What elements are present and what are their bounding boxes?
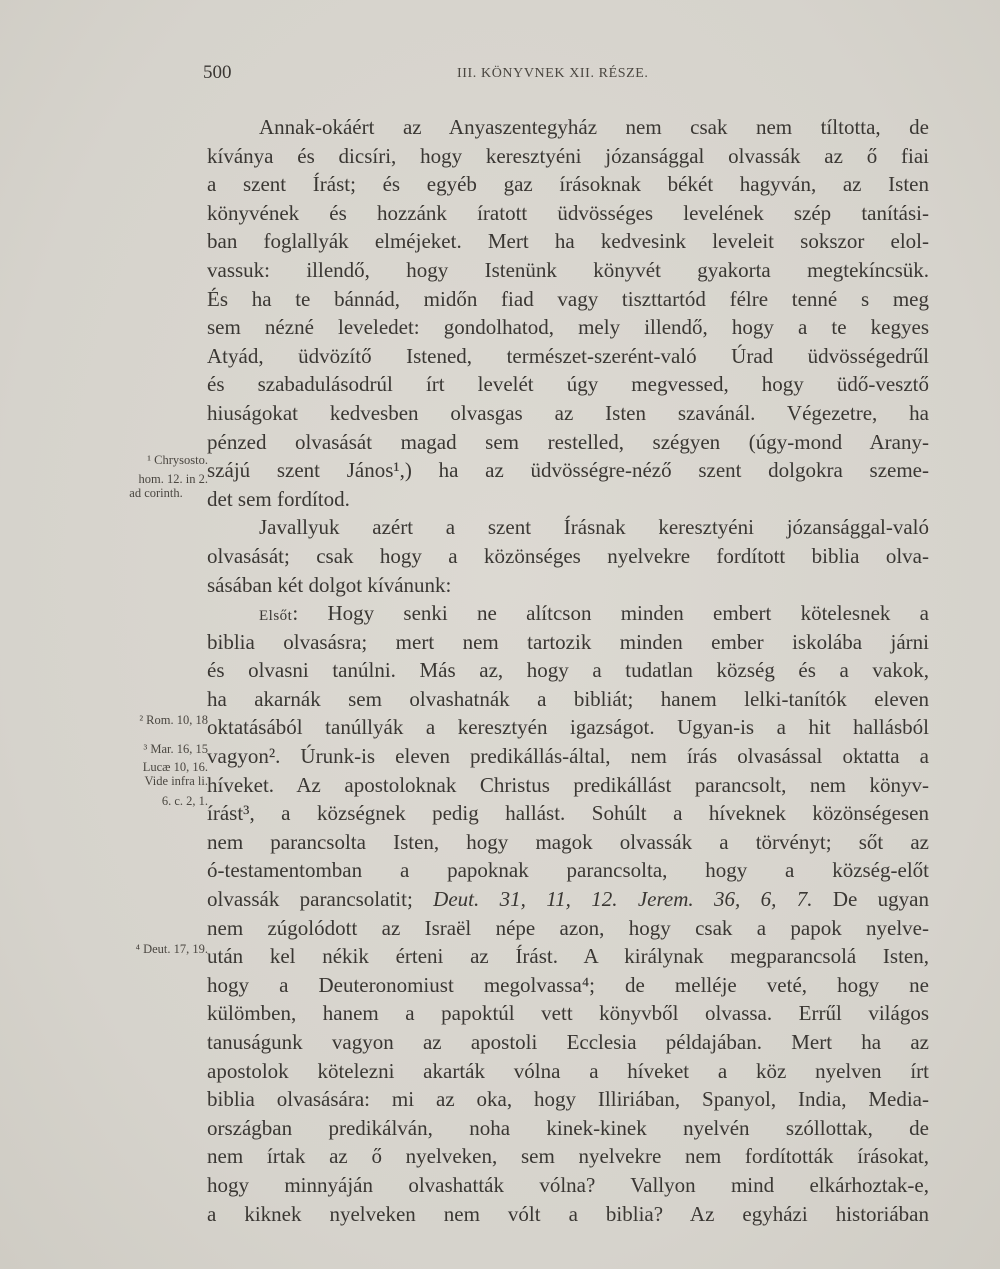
text-line: [207, 256, 929, 285]
line-text: után kel nékik érteni az Írást. A királynak megparancsolá Isten,: [207, 944, 929, 969]
text-line: [207, 1171, 929, 1200]
margin-note-line: ³ Mar. 16, 15: [143, 742, 208, 756]
text-line: [207, 142, 929, 171]
line-text: pénzed olvasását magad sem restelled, szégyen (úgy-mond Arany-: [207, 429, 929, 454]
line-text: hogy a Deuteronomiust megolvassa⁴; de melléje veté, hogy ne: [207, 972, 929, 997]
text-line: [207, 342, 929, 371]
text-line: [207, 485, 929, 514]
page-number: 500: [203, 62, 232, 83]
line-text: : Hogy senki ne alítcson minden embert kötelesnek a: [292, 601, 929, 626]
line-text: nem írtak az ő nyelveken, sem nyelvekre nem fordították írásokat,: [207, 1144, 929, 1169]
text-line: [207, 542, 929, 571]
line-text: ó-testamentomban a papoknak parancsolta, hogy a község-előt: [207, 858, 929, 883]
line-text: És ha te bánnád, midőn fiad vagy tiszttartód félre tenné s meg: [207, 286, 929, 311]
margin-note-line: ¹ Chrysosto.: [147, 453, 208, 467]
line-text: könyvének és hozzánk íratott üdvösséges levelének szép tanítási-: [207, 200, 929, 225]
line-text: sem nézné leveledet: gondolhatod, mely illendő, hogy a te kegyes: [207, 315, 929, 340]
line-text: olvasását; csak hogy a közönséges nyelvekre fordított biblia olva-: [207, 543, 929, 568]
line-text: a szent Írást; és egyéb gaz írásoknak békét hagyván, az Isten: [207, 172, 929, 197]
text-line: [207, 428, 929, 457]
text-line: [207, 799, 929, 828]
margin-note-mar: [104, 742, 208, 808]
line-text: apostolok kötelezni akarták vólna a híveket a köz nyelven írt: [207, 1058, 929, 1083]
line-text-after: De ugyan: [812, 887, 929, 912]
line-text: Javallyuk azért a szent Írásnak keresztyéni józansággal-való: [259, 515, 929, 540]
line-text: ha akarnák sem olvashatnák a bibliát; hanem lelki-tanítók eleven: [207, 686, 929, 711]
line-text: biblia olvasására: mi az oka, hogy Illiriában, Spanyol, India, Media-: [207, 1087, 929, 1112]
line-text: külömben, hanem a papoktúl vett könyvből olvassa. Errűl világos: [207, 1001, 929, 1026]
running-head: III. KÖNYVNEK XII. RÉSZE.: [457, 66, 649, 81]
line-text: és szabadulásodrúl írt levelét úgy megvessed, hogy üdő-vesztő: [207, 372, 929, 397]
text-line: [207, 713, 929, 742]
text-line: [207, 1085, 929, 1114]
text-line: [207, 456, 929, 485]
text-line: [207, 971, 929, 1000]
text-line: [207, 1028, 929, 1057]
page-header: [203, 62, 723, 92]
line-text: és olvasni tanúlni. Más az, hogy a tudatlan község és a vakok,: [207, 658, 929, 683]
line-text: det sem fordítod.: [207, 486, 350, 511]
margin-note-line: Vide infra li.: [144, 774, 208, 788]
margin-notes: [0, 0, 210, 1269]
line-text: nem parancsolta Isten, hogy magok olvassák a törvényt; sőt az: [207, 829, 929, 854]
margin-note-line: Lucæ 10, 16.: [142, 760, 208, 774]
line-text: írást³, a községnek pedig hallást. Sohúlt a híveknek közönségesen: [207, 801, 929, 826]
margin-note-line: ad corinth.: [129, 486, 183, 500]
text-line: [207, 1114, 929, 1143]
line-text: vagyon². Úrunk-is eleven predikállás-által, nem írás olvasással oktatta a: [207, 744, 929, 769]
margin-note-deut: [104, 942, 208, 956]
text-line: [207, 285, 929, 314]
text-line: [207, 1142, 929, 1171]
line-text: oktatásából tanúllyák a keresztyén igazságot. Ugyan-is a hit hallásból: [207, 715, 929, 740]
text-line: [207, 885, 929, 914]
line-text: kíványa és dicsíri, hogy keresztyéni józansággal olvassák az ő fiai: [207, 143, 929, 168]
margin-note-line: ² Rom. 10, 18: [139, 713, 208, 727]
text-line: [207, 113, 929, 142]
line-text: sásában két dolgot kívánunk:: [207, 572, 452, 597]
text-line: [207, 513, 929, 542]
line-text: nem zúgolódott az Israël népe azon, hogy csak a papok nyelve-: [207, 915, 929, 940]
line-text: országban predikálván, noha kinek-kinek nyelvén szóllottak, de: [207, 1115, 929, 1140]
line-text: híveket. Az apostoloknak Christus predikállást parancsolt, nem könyv-: [207, 772, 929, 797]
text-line: [207, 399, 929, 428]
line-text: hiuságokat kedvesben olvasgas az Isten szavánál. Végezetre, ha: [207, 400, 929, 425]
line-text: biblia olvasásra; mert nem tartozik minden ember iskolába járni: [207, 629, 929, 654]
margin-note-line: 6. c. 2, 1.: [161, 794, 208, 808]
body-text: [207, 113, 929, 1228]
line-text: a kiknek nyelveken nem vólt a biblia? Az egyházi historiában: [207, 1201, 929, 1226]
text-line: [207, 656, 929, 685]
margin-note-line: ⁴ Deut. 17, 19.: [135, 942, 208, 956]
text-line: [207, 170, 929, 199]
line-text: tanuságunk vagyon az apostoli Ecclesia példajában. Mert ha az: [207, 1030, 929, 1054]
text-line: [207, 1200, 929, 1229]
citation: Deut. 31, 11, 12. Jerem. 36, 6, 7.: [433, 887, 813, 912]
text-line: [207, 999, 929, 1028]
margin-note-chrysostom: [104, 453, 208, 500]
line-text: vassuk: illendő, hogy Istenünk könyvét gyakorta megtekíncsük.: [207, 257, 929, 282]
text-line: [207, 856, 929, 885]
text-line: [207, 742, 929, 771]
text-line: [207, 828, 929, 857]
text-line: [207, 771, 929, 800]
margin-note-rom: [104, 713, 208, 727]
text-line: [207, 370, 929, 399]
text-line: [207, 942, 929, 971]
text-line: [207, 685, 929, 714]
text-line: [207, 628, 929, 657]
text-line: [207, 1057, 929, 1086]
line-text: szájú szent János¹,) ha az üdvösségre-néző szent dolgokra szeme-: [207, 458, 929, 483]
line-text: Annak-okáért az Anyaszentegyház nem csak nem tíltotta, de: [259, 115, 929, 139]
line-text: ban foglallyák elméjeket. Mert ha kedvesink leveleit sokszor elol-: [207, 229, 929, 254]
margin-note-line: hom. 12. in 2.: [138, 472, 208, 486]
line-text: hogy minnyáján olvashatták vólna? Vallyon mind elkárhoztak-e,: [207, 1172, 929, 1197]
text-line: [207, 199, 929, 228]
text-line: [207, 227, 929, 256]
text-line: [207, 571, 929, 600]
small-caps-lead: Elsőt: [259, 608, 293, 625]
line-text: olvassák parancsolatit;: [207, 887, 413, 912]
text-line: [207, 599, 929, 628]
text-line: [207, 914, 929, 943]
text-line: [207, 313, 929, 342]
line-text: Atyád, üdvözítő Istened, természet-szerént-való Úrad üdvösségedrűl: [207, 343, 929, 368]
